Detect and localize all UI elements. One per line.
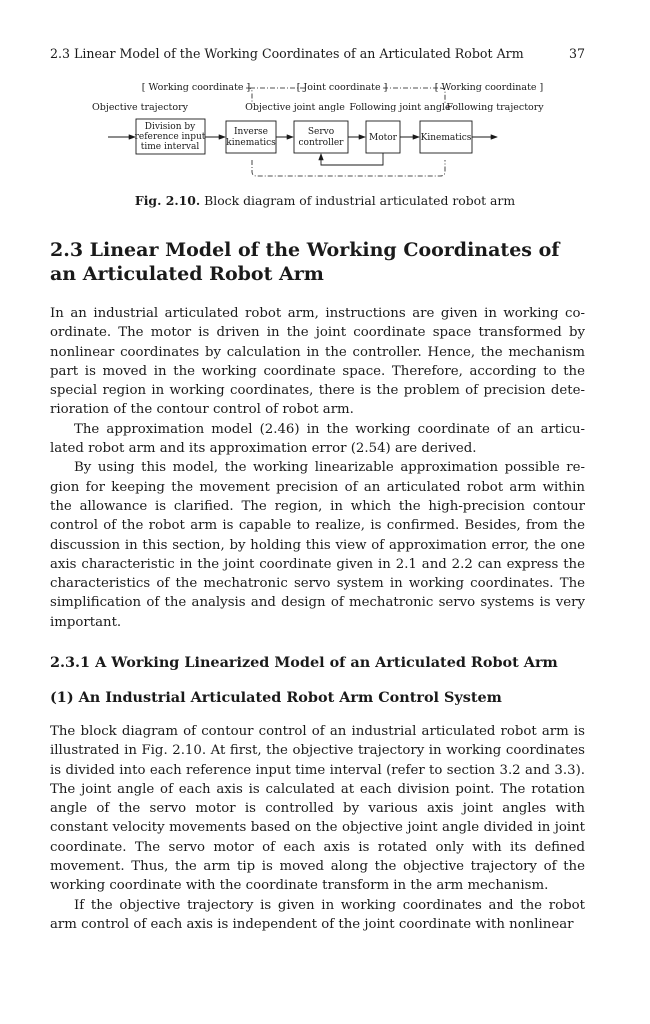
block-kinematics bbox=[420, 121, 472, 153]
label-following-trajectory: Following trajectory bbox=[446, 102, 544, 113]
block-division-line1: Division by bbox=[144, 122, 196, 132]
block-servo-line1: Servo bbox=[307, 127, 335, 137]
figure-caption-text: Block diagram of industrial articulated robot arm bbox=[204, 193, 516, 208]
block-inverse-line2: kinematics bbox=[226, 138, 276, 148]
section-heading: 2.3 Linear Model of the Working Coordinates of an Articulated Robot Arm bbox=[50, 239, 560, 285]
figure-caption bbox=[0, 193, 650, 208]
region-boundary-bottom bbox=[252, 160, 445, 176]
arrow-feedback bbox=[321, 153, 383, 165]
block-servo-controller bbox=[294, 121, 348, 153]
label-objective-joint-angle: Objective joint angle bbox=[245, 102, 345, 113]
block-inverse-kinematics bbox=[226, 121, 276, 153]
intro-text bbox=[50, 304, 585, 632]
page-number: 37 bbox=[568, 46, 585, 61]
control-system-text bbox=[50, 722, 585, 934]
paragraph-3: By using this model, the working linearizable approximation possible re-gion for keeping the movement precision of an articulated robot arm within the allowance is clarified. The region, in which the high-precision contour control of the robot arm is capable to realize, is confirmed. Besides, from the discussion in this section, by holding this view of approximation error, the one axis characteristic in the joint coordinate given in 2.1 and 2.2 can express the characteristics of the mechatronic servo system in working coordinates. The simplification of the analysis and design of mechatronic servo systems is very important. bbox=[50, 460, 585, 630]
label-working-coordinate-right: [ Working coordinate ] bbox=[434, 82, 544, 93]
block-kinematics-label: Kinematics bbox=[420, 133, 472, 143]
subsection-heading-1: 2.3.1 A Working Linearized Model of an Articulated Robot Arm bbox=[50, 654, 558, 671]
label-joint-coordinate: [ Joint coordinate ] bbox=[296, 82, 388, 93]
label-following-joint-angle: Following joint angle bbox=[349, 102, 451, 113]
label-working-coordinate-left: [ Working coordinate ] bbox=[141, 82, 251, 93]
block-division bbox=[135, 119, 206, 154]
paragraph-2: The approximation model (2.46) in the working coordinate of an articu-lated robot arm and its approximation error (2.54) are derived. bbox=[50, 421, 585, 457]
block-division-line2: reference input bbox=[134, 132, 206, 142]
paragraph-4: The block diagram of contour control of an industrial articulated robot arm is illustrated in Fig. 2.10. At first, the objective trajectory in working coordinates is divided into each reference input time interval (refer to section 3.2 and 3.3). The joint angle of each axis is calculated at each division point. The rotation angle of the servo motor is controlled by various axis joint angles with constant velocity movements based on the objective joint angle divided in joint coordinate. The servo motor of each axis is rotated only with its defined movement. Thus, the arm tip is moved along the objective trajectory of the working coordinate with the coordinate transform in the arm mechanism. bbox=[50, 724, 585, 894]
running-title: 2.3 Linear Model of the Working Coordinates of an Articulated Robot Arm bbox=[50, 46, 524, 61]
subsection-heading-2: (1) An Industrial Articulated Robot Arm Control System bbox=[50, 689, 502, 706]
block-servo-line2: controller bbox=[298, 138, 344, 148]
block-diagram bbox=[0, 60, 650, 190]
block-inverse-line1: Inverse bbox=[233, 127, 269, 137]
block-motor bbox=[366, 121, 400, 153]
label-objective-trajectory: Objective trajectory bbox=[92, 102, 188, 113]
figure-caption-label: Fig. 2.10. bbox=[134, 193, 201, 208]
paragraph-1: In an industrial articulated robot arm, instructions are given in working co-ordinate. The motor is driven in the joint coordinate space transformed by nonlinear coordinates by calculation in the controller. Hence, the mechanism part is moved in the working coordinate space. Therefore, according to the special region in working coordinates, there is the problem of precision dete-rioration of the contour control of robot arm. bbox=[50, 306, 585, 418]
block-division-line3: time interval bbox=[140, 142, 200, 152]
paragraph-5: If the objective trajectory is given in working coordinates and the robot arm control of each axis is independent of the joint coordinate with nonlinear bbox=[50, 897, 585, 932]
block-motor-label: Motor bbox=[369, 133, 397, 143]
